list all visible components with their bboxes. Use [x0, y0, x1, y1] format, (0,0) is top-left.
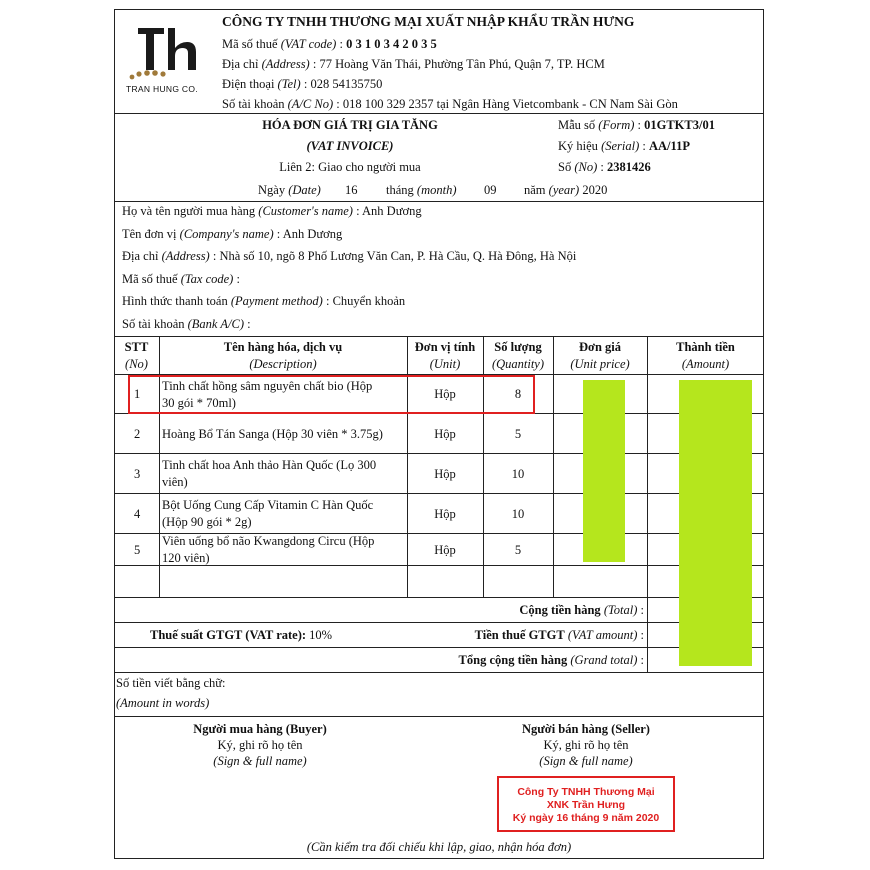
- label-en: (Address): [261, 57, 310, 71]
- stamp-line-3: Ký ngày 16 tháng 9 năm 2020: [512, 812, 660, 824]
- header-en: (No): [125, 357, 148, 371]
- desc-line: Bột Uống Cung Cấp Vitamin C Hàn Quốc: [162, 498, 374, 512]
- header-en: (Unit price): [570, 357, 630, 371]
- header-vi: Thành tiền: [676, 340, 735, 354]
- invoice-form-line: Mẫu số (Form) : 01GTKT3/01: [558, 118, 715, 132]
- label-en: (A/C No): [287, 97, 334, 111]
- unit-price-redaction: [583, 380, 625, 562]
- sig-sub: Ký, ghi rõ họ tên: [543, 738, 629, 752]
- header-quantity: [483, 339, 553, 373]
- header-en: (Amount): [681, 357, 730, 371]
- label: Ngày: [258, 183, 286, 197]
- row-3-no: 3: [134, 467, 141, 481]
- divider: [114, 201, 764, 202]
- label: Mẫu số: [558, 118, 596, 132]
- invoice-date-year: [524, 183, 607, 198]
- row-5-unit: Hộp: [434, 543, 456, 557]
- row-2-unit: Hộp: [434, 427, 456, 441]
- logo-text: TRAN HUNG CO.: [126, 84, 198, 94]
- header-unit: [407, 339, 483, 373]
- buyer-bank-line: Số tài khoản (Bank A/C) :: [122, 317, 251, 331]
- buyer-payment-line: Hình thức thanh toán (Payment method) : Chuyển khoản: [122, 294, 406, 308]
- buyer-payment: Chuyển khoản: [332, 294, 406, 308]
- header-description: [159, 339, 407, 373]
- invoice-year: 2020: [582, 183, 608, 197]
- row-5-no: 5: [134, 543, 141, 557]
- header-vi: Số lượng: [494, 340, 542, 354]
- label: Họ và tên người mua hàng: [122, 204, 256, 218]
- invoice-title: HÓA ĐƠN GIÁ TRỊ GIA TĂNG: [262, 118, 438, 132]
- amount-words-label: Số tiền viết bằng chữ:: [116, 676, 226, 690]
- label: Mã số thuế: [122, 272, 178, 286]
- divider: [114, 622, 764, 623]
- desc-line: (Hộp 90 gói * 2g): [162, 515, 252, 529]
- buyer-name-line: Họ và tên người mua hàng (Customer's name) : Anh Dương: [122, 204, 422, 218]
- desc-line: 120 viên): [162, 551, 210, 565]
- total-line: [400, 603, 644, 618]
- label-en: (VAT code): [280, 37, 337, 51]
- invoice-month: 09: [484, 183, 497, 197]
- col-divider: [553, 336, 554, 597]
- company-account-line: Số tài khoản (A/C No) : 018 100 329 2357 tại Ngân Hàng Vietcombank - CN Nam Sài Gòn: [222, 97, 678, 111]
- label-en: (year): [548, 183, 580, 197]
- header-vi: Tên hàng hóa, dịch vụ: [223, 340, 343, 354]
- label-en: (Tax code): [180, 272, 234, 286]
- divider: [114, 453, 764, 454]
- vat-rate: 10%: [309, 628, 333, 642]
- sig-sub-en: (Sign & full name): [539, 754, 633, 768]
- buyer-address-line: Địa chỉ (Address) : Nhà số 10, ngõ 8 Phố Lương Văn Can, P. Hà Cầu, Q. Hà Đông, Hà Nội: [122, 249, 577, 263]
- sig-title: Người mua hàng (Buyer): [193, 722, 327, 736]
- row-1-qty: 8: [514, 387, 522, 401]
- label: Số tài khoản: [222, 97, 285, 111]
- label-en: (No): [574, 160, 598, 174]
- desc-line: Tinh chất hồng sâm nguyên chất bio (Hộp: [162, 379, 373, 393]
- row-3-qty: 10: [511, 467, 525, 481]
- desc-line: 30 gói * 70ml): [162, 396, 236, 410]
- sig-sub: Ký, ghi rõ họ tên: [217, 738, 303, 752]
- company-address-line: Địa chỉ (Address) : 77 Hoàng Văn Thái, Phường Tân Phú, Quận 7, TP. HCM: [222, 57, 605, 71]
- amount-redaction: [679, 380, 752, 666]
- label: Số: [558, 160, 572, 174]
- label-en: (Date): [288, 183, 321, 197]
- company-phone: 028 54135750: [310, 77, 383, 91]
- label: năm: [524, 183, 546, 197]
- divider: [114, 672, 764, 673]
- row-2-qty: 5: [514, 427, 522, 441]
- row-1-no: 1: [134, 387, 141, 401]
- label-en: (Grand total): [570, 653, 638, 667]
- invoice-date-month: [386, 183, 456, 198]
- header-no: [114, 339, 159, 373]
- label: Hình thức thanh toán: [122, 294, 228, 308]
- label-en: (Bank A/C): [187, 317, 244, 331]
- label: Địa chỉ: [122, 249, 159, 263]
- header-amount: [647, 339, 764, 373]
- row-4-unit: Hộp: [434, 507, 456, 521]
- company-address: 77 Hoàng Văn Thái, Phường Tân Phú, Quận 7, TP. HCM: [319, 57, 605, 71]
- row-1-highlight: [128, 375, 535, 414]
- label: Địa chỉ: [222, 57, 259, 71]
- invoice-copy: Liên 2: Giao cho người mua: [279, 160, 421, 174]
- label-en: (Tel): [277, 77, 301, 91]
- desc-line: Viên uống bổ não Kwangdong Circu (Hộp: [162, 534, 375, 548]
- invoice-serial: AA/11P: [648, 139, 690, 153]
- invoice-form: 01GTKT3/01: [644, 118, 715, 132]
- seller-stamp: [497, 776, 675, 832]
- row-2-desc: [162, 426, 383, 443]
- company-name: CÔNG TY TNHH THƯƠNG MẠI XUẤT NHẬP KHẨU TRẦN HƯNG: [222, 14, 635, 29]
- amount-words-label-en: (Amount in words): [116, 696, 210, 710]
- row-5-qty: 5: [514, 543, 522, 557]
- company-phone-line: Điện thoại (Tel) : 028 54135750: [222, 77, 383, 91]
- invoice-date-day: [258, 183, 321, 198]
- desc-line: Tinh chất hoa Anh thảo Hàn Quốc (Lọ 300: [162, 458, 377, 472]
- row-3-desc: [162, 457, 376, 491]
- buyer-tax-line: Mã số thuế (Tax code) :: [122, 272, 240, 286]
- divider: [114, 597, 764, 598]
- label-en: (Company's name): [179, 227, 274, 241]
- divider: [114, 113, 764, 114]
- invoice-serial-line: Ký hiệu (Serial) : AA/11P: [558, 139, 690, 153]
- header-en: (Quantity): [491, 357, 545, 371]
- label-en: (Address): [161, 249, 210, 263]
- label-en: (Customer's name): [258, 204, 353, 218]
- stamp-line-2: XNK Trần Hưng: [546, 799, 626, 811]
- invoice-title-en: (VAT INVOICE): [306, 139, 394, 153]
- label-en: (month): [416, 183, 457, 197]
- row-5-desc: [162, 533, 374, 567]
- grand-total-line: [400, 653, 644, 668]
- header-vi: Đơn vị tính: [414, 340, 476, 354]
- header-en: (Description): [249, 357, 317, 371]
- header-vi: STT: [124, 340, 149, 354]
- row-4-no: 4: [134, 507, 141, 521]
- header-vi: Đơn giá: [579, 340, 621, 354]
- divider: [114, 336, 764, 337]
- label: Tiền thuế GTGT: [474, 628, 565, 642]
- label: tháng: [386, 183, 414, 197]
- invoice-day: 16: [345, 183, 358, 197]
- divider: [114, 716, 764, 717]
- label: Mã số thuế: [222, 37, 278, 51]
- company-tax-code: 0 3 1 0 3 4 2 0 3 5: [346, 37, 437, 51]
- divider: [114, 493, 764, 494]
- header-unit-price: [553, 339, 647, 373]
- row-2-no: 2: [134, 427, 141, 441]
- row-1-unit: Hộp: [434, 387, 456, 401]
- stamp-line-1: Công Ty TNHH Thương Mại: [517, 786, 655, 798]
- sig-sub-en: (Sign & full name): [213, 754, 307, 768]
- label-en: (Total): [603, 603, 638, 617]
- label-en: (Payment method): [230, 294, 323, 308]
- colon: :: [640, 628, 644, 642]
- header-en: (Unit): [429, 357, 461, 371]
- invoice-no-line: Số (No) : 2381426: [558, 160, 651, 174]
- company-tax-line: Mã số thuế (VAT code) : 0 3 1 0 3 4 2 0 3 5: [222, 37, 437, 51]
- buyer-company-line: Tên đơn vị (Company's name) : Anh Dương: [122, 227, 343, 241]
- label: Thuế suất GTGT (VAT rate):: [150, 628, 307, 642]
- col-divider: [647, 336, 648, 672]
- vat-rate-line: [150, 628, 332, 643]
- label: Cộng tiền hàng: [519, 603, 601, 617]
- buyer-company: Anh Dương: [282, 227, 343, 241]
- company-logo: [124, 22, 210, 100]
- desc-line: Hoàng Bổ Tán Sanga (Hộp 30 viên * 3.75g): [162, 427, 383, 441]
- label-en: (VAT amount): [567, 628, 638, 642]
- label: Ký hiệu: [558, 139, 598, 153]
- divider: [114, 647, 764, 648]
- row-4-desc: [162, 497, 373, 531]
- label-en: (Serial): [601, 139, 640, 153]
- buyer-signature: [160, 722, 360, 769]
- label: Điện thoại: [222, 77, 275, 91]
- footer-note: (Cần kiểm tra đối chiếu khi lập, giao, nhận hóa đơn): [306, 840, 572, 854]
- invoice-no: 2381426: [606, 160, 651, 174]
- colon: :: [640, 603, 644, 617]
- label: Số tài khoản: [122, 317, 185, 331]
- row-4-qty: 10: [511, 507, 525, 521]
- label-en: (Form): [598, 118, 635, 132]
- row-3-unit: Hộp: [434, 467, 456, 481]
- sig-title: Người bán hàng (Seller): [522, 722, 650, 736]
- desc-line: viên): [162, 475, 188, 489]
- label: Tên đơn vị: [122, 227, 177, 241]
- colon: :: [640, 653, 644, 667]
- buyer-name: Anh Dương: [362, 204, 422, 218]
- label: Tổng cộng tiền hàng: [458, 653, 568, 667]
- seller-signature: [486, 722, 686, 769]
- vat-amount-line: [400, 628, 644, 643]
- buyer-address: Nhà số 10, ngõ 8 Phố Lương Văn Can, P. Hà Cầu, Q. Hà Đông, Hà Nội: [219, 249, 577, 263]
- company-account: 018 100 329 2357 tại Ngân Hàng Vietcombank - CN Nam Sài Gòn: [342, 97, 678, 111]
